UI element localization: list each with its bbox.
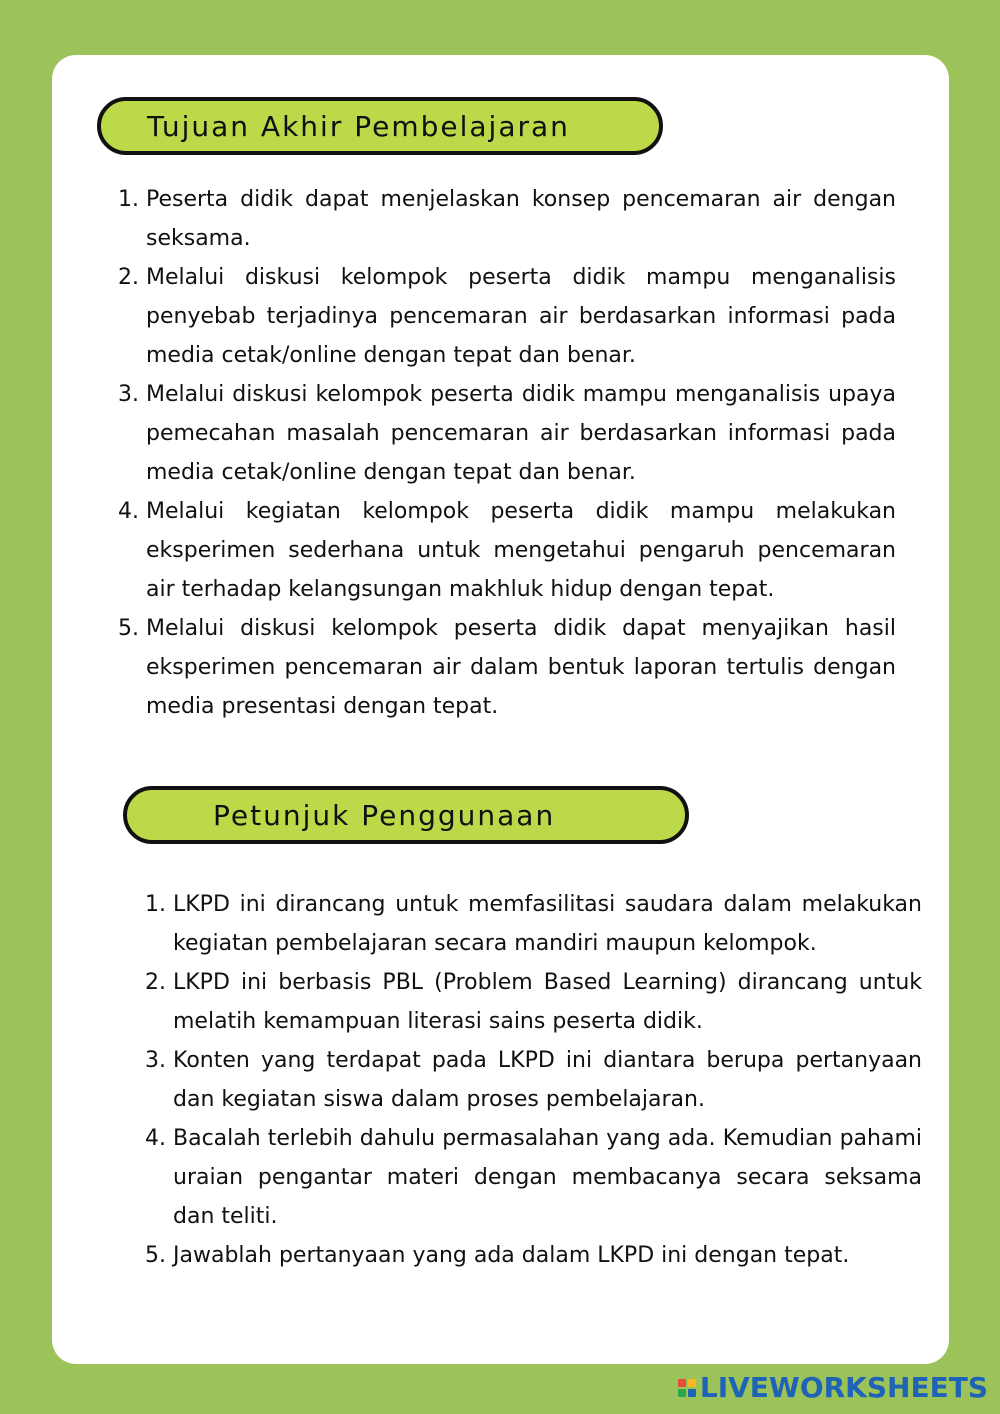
logo-square-icon [688,1379,696,1387]
list-item [145,1119,922,1236]
section-title-tujuan [97,97,663,155]
liveworksheets-logo-icon [678,1379,696,1397]
list-item [118,609,896,726]
item-number: 5. [118,616,139,641]
item-text: Konten yang terdapat pada LKPD ini diantara berupa pertanyaan dan kegiatan siswa dalam proses pembelajaran. [173,1048,922,1112]
item-text: Jawablah pertanyaan yang ada dalam LKPD ini dengan tepat. [173,1243,850,1268]
section-title-text: Petunjuk Penggunaan [213,798,556,832]
liveworksheets-watermark[interactable] [678,1371,988,1404]
item-number: 3. [145,1048,166,1073]
logo-square-icon [678,1389,686,1397]
logo-square-icon [678,1379,686,1387]
tujuan-list [118,180,896,726]
petunjuk-list [145,885,922,1275]
list-item [145,885,922,963]
item-text: LKPD ini dirancang untuk memfasilitasi saudara dalam melakukan kegiatan pembelajaran secara mandiri maupun kelompok. [173,892,922,956]
item-number: 4. [118,499,139,524]
list-item [118,258,896,375]
list-item [145,963,922,1041]
list-item [118,375,896,492]
item-number: 2. [118,265,139,290]
item-text: Melalui diskusi kelompok peserta didik mampu menganalisis penyebab terjadinya pencemaran air berdasarkan informasi pada media cetak/online dengan tepat dan benar. [146,265,896,368]
item-text: LKPD ini berbasis PBL (Problem Based Learning) dirancang untuk melatih kemampuan literasi sains peserta didik. [173,970,922,1034]
item-number: 1. [145,892,166,917]
list-item [118,180,896,258]
item-number: 3. [118,382,139,407]
item-number: 2. [145,970,166,995]
section-title-petunjuk [123,786,689,844]
brand-name: LIVEWORKSHEETS [699,1371,988,1404]
item-text: Melalui kegiatan kelompok peserta didik mampu melakukan eksperimen sederhana untuk mengetahui pengaruh pencemaran air terhadap kelangsungan makhluk hidup dengan tepat. [146,499,896,602]
logo-square-icon [688,1389,696,1397]
item-number: 4. [145,1126,166,1151]
item-number: 5. [145,1243,166,1268]
list-item [145,1236,922,1275]
item-text: Melalui diskusi kelompok peserta didik dapat menyajikan hasil eksperimen pencemaran air dalam bentuk laporan tertulis dengan media presentasi dengan tepat. [146,616,896,719]
item-text: Peserta didik dapat menjelaskan konsep pencemaran air dengan seksama. [146,187,896,251]
section-title-text: Tujuan Akhir Pembelajaran [147,109,570,143]
item-text: Bacalah terlebih dahulu permasalahan yang ada. Kemudian pahami uraian pengantar materi dengan membacanya secara seksama dan teliti. [173,1126,922,1229]
list-item [145,1041,922,1119]
item-number: 1. [118,187,139,212]
list-item [118,492,896,609]
item-text: Melalui diskusi kelompok peserta didik mampu menganalisis upaya pemecahan masalah pencemaran air berdasarkan informasi pada media cetak/online dengan tepat dan benar. [146,382,896,485]
